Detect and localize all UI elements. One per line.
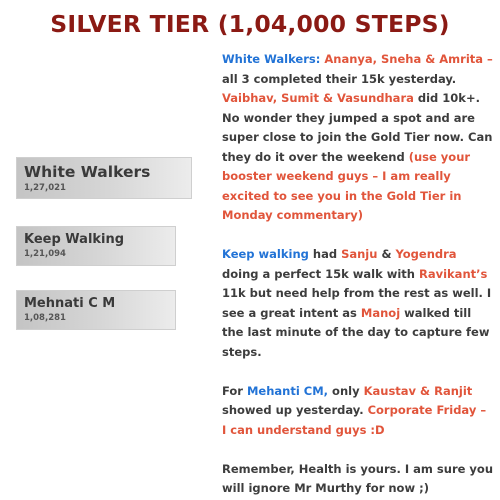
commentary-text: doing a perfect 15k walk with: [222, 266, 419, 281]
member-names: Kaustav & Ranjit: [363, 383, 473, 398]
member-names: Vaibhav, Sumit & Vasundhara: [222, 91, 414, 105]
member-name: Sanju: [341, 247, 378, 261]
commentary-text: For: [222, 383, 247, 398]
commentary-text: only: [328, 383, 364, 398]
commentary-paragraph-keep-walking: [222, 245, 494, 362]
team-card-white-walkers: [16, 157, 192, 199]
commentary-text: had: [308, 247, 342, 261]
commentary-highlight: (use your booster weekend guys – I am really excited to see you in the Gold Tier in Monday commentary): [222, 149, 471, 222]
team-steps: 1,21,094: [24, 249, 66, 259]
team-card-mehnati-cm: [16, 290, 176, 330]
commentary-text: did 10k+. No wonder they jumped a spot and are super close to join the Gold Tier now. Can they do it over the weekend: [222, 91, 493, 164]
team-mention: White Walkers:: [222, 52, 321, 66]
commentary: [222, 50, 494, 499]
team-name: White Walkers: [24, 163, 151, 181]
team-steps: 1,27,021: [24, 183, 66, 193]
commentary-text: walked till the last minute of the day to capture few steps.: [222, 305, 490, 359]
commentary-text: &: [377, 247, 396, 261]
commentary-highlight: Corporate Friday – I can understand guys :D: [222, 403, 487, 437]
commentary-paragraph-white-walkers: [222, 50, 494, 226]
team-mention: Mehanti CM,: [246, 383, 329, 398]
commentary-text: all 3 completed their 15k yesterday.: [222, 71, 457, 86]
team-card-keep-walking: [16, 226, 176, 266]
team-mention: Keep walking: [222, 247, 309, 261]
member-name: Ravikant’s: [418, 266, 488, 281]
member-name: Yogendra: [395, 247, 457, 261]
member-name: Manoj: [360, 305, 401, 320]
commentary-text: 11k but need help from the rest as well. I see a great intent as: [222, 286, 492, 320]
team-name: Mehnati C M: [24, 296, 116, 311]
commentary-closing: Remember, Health is yours. I am sure you will ignore Mr Murthy for now ;): [222, 461, 494, 495]
page-title: SILVER TIER (1,04,000 STEPS): [50, 10, 450, 38]
team-name: Keep Walking: [24, 232, 125, 247]
commentary-text: showed up yesterday.: [222, 403, 368, 417]
team-steps: 1,08,281: [24, 313, 66, 323]
commentary-paragraph-mehnati-cm: [222, 382, 494, 441]
member-names: Ananya, Sneha & Amrita –: [320, 52, 493, 66]
